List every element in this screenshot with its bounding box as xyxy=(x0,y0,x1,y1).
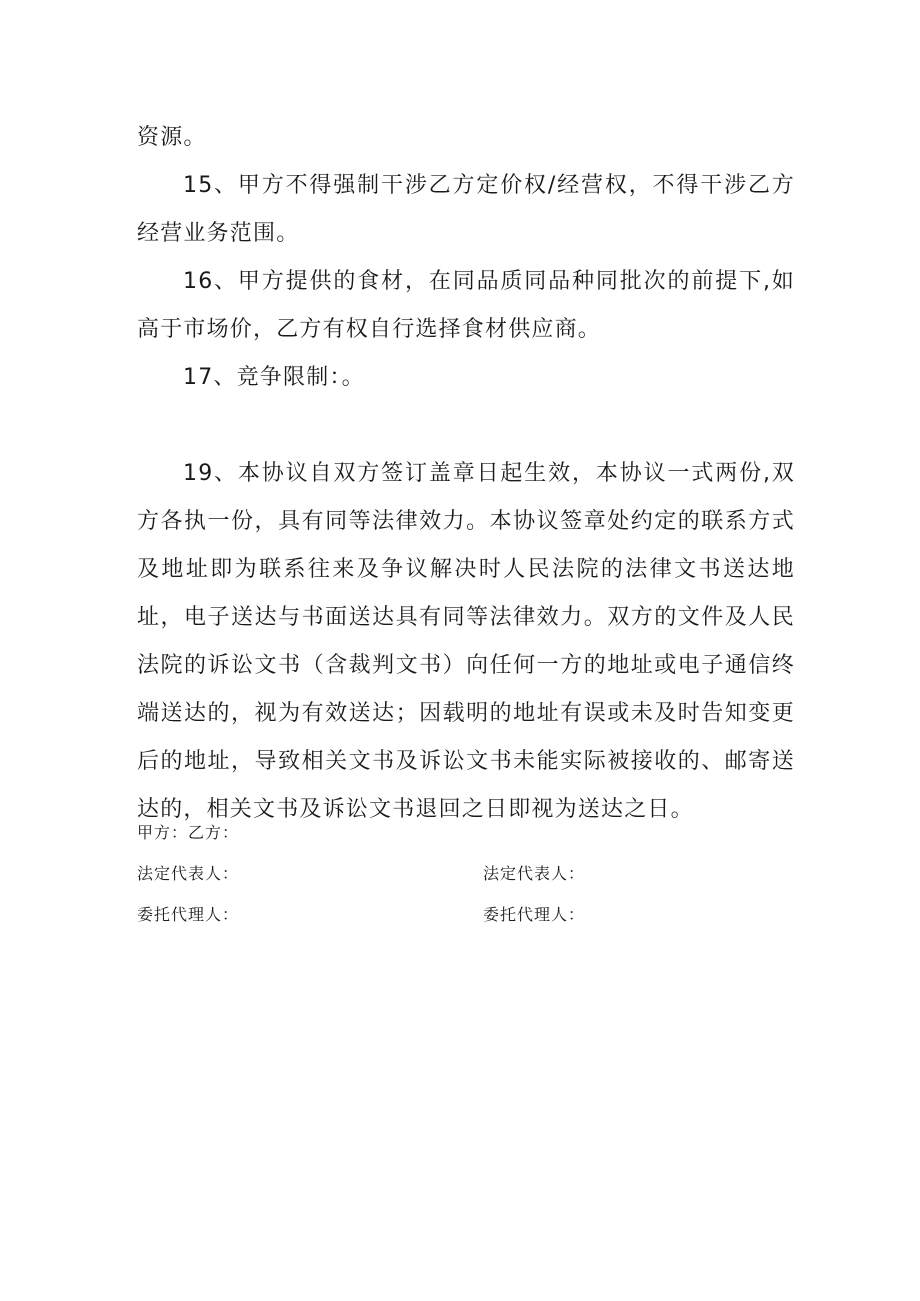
legal-rep-right: 法定代表人： xyxy=(483,864,586,883)
signature-agent-row xyxy=(137,903,737,927)
signature-legal-rep-row xyxy=(137,862,737,886)
legal-rep-left: 法定代表人： xyxy=(137,864,240,883)
agent-left: 委托代理人： xyxy=(137,905,240,924)
document-body xyxy=(137,114,795,834)
paragraph-continuation: 资源。 xyxy=(137,125,207,150)
signature-parties: 甲方：乙方： xyxy=(137,823,240,842)
agent-right: 委托代理人： xyxy=(483,905,586,924)
paragraph-clause-19: 19、本协议自双方签订盖章日起生效，本协议一式两份,双方各执一份，具有同等法律效力。本协议签章处约定的联系方式及地址即为联系往来及争议解决时人民法院的法律文书送达地址，电子送达与书面送达具有同等法律效力。双方的文件及人民法院的诉讼文书（含裁判文书）向任何一方的地址或电子通信终端送达的，视为有效送达；因载明的地址有误或未及时告知变更后的地址，导致相关文书及诉讼文书未能实际被接收的、邮寄送达的，相关文书及诉讼文书退回之日即视为送达之日。 xyxy=(137,461,795,822)
paragraph-clause-17: 17、竞争限制：。 xyxy=(183,365,365,390)
paragraph-clause-15: 15、甲方不得强制干涉乙方定价权/经营权，不得干涉乙方经营业务范围。 xyxy=(137,173,795,246)
paragraph-clause-16: 16、甲方提供的食材，在同品质同品种同批次的前提下,如高于市场价，乙方有权自行选择食材供应商。 xyxy=(137,269,795,342)
